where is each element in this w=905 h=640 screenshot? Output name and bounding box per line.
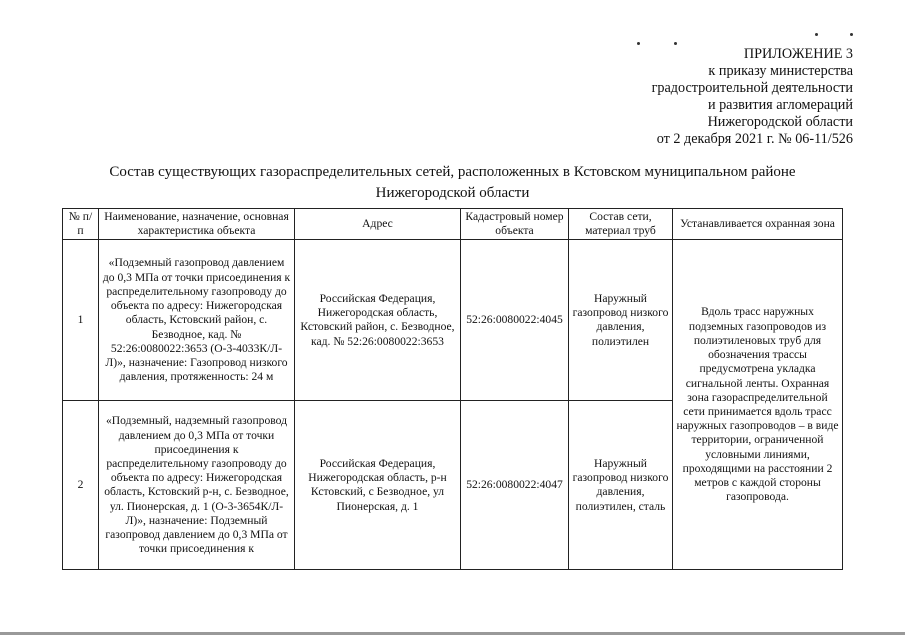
cell-number: 1 (63, 240, 99, 401)
cell-cadastral: 52:26:0080022:4047 (461, 401, 569, 570)
cell-network: Наружный газопровод низкого давления, полиэтилен, сталь (569, 401, 673, 570)
document-title-line-1: Состав существующих газораспределительных сетей, расположенных в Кстовском муниципальном районе (109, 164, 796, 180)
table-row (63, 240, 843, 401)
cell-cadastral: 52:26:0080022:4045 (461, 240, 569, 401)
cell-address: Российская Федерация, Нижегородская область, Кстовский район, с. Безводное, кад. № 52:26:0080022:3653 (295, 240, 461, 401)
cell-name: «Подземный, надземный газопровод давлением до 0,3 МПа от точки присоединения к распределительному газопроводу до объекта по адресу: Нижегородская область, Кстовский р-н, с. Безводное, ул. Пионерская, д. 1 (О-3-3654К/Л-Л)», назначение: Подземный газопровод давлением до 0,3 МПа от точки присоединения к (99, 401, 295, 570)
scan-edge-line (0, 632, 905, 635)
cell-address: Российская Федерация, Нижегородская область, р-н Кстовский, с Безводное, ул Пионерская, д. 1 (295, 401, 461, 570)
column-header-address: Адрес (295, 209, 461, 240)
appendix-line: ПРИЛОЖЕНИЕ 3 (743, 46, 853, 62)
document-title-line-2: Нижегородской области (375, 185, 530, 201)
column-header-protection-zone: Устанавливается охранная зона (673, 209, 843, 240)
cell-number: 2 (63, 401, 99, 570)
column-header-network: Состав сети, материал труб (569, 209, 673, 240)
cell-network: Наружный газопровод низкого давления, полиэтилен (569, 240, 673, 401)
appendix-line: Нижегородской области (707, 114, 853, 130)
appendix-line: к приказу министерства (708, 63, 853, 79)
appendix-line: от 2 декабря 2021 г. № 06-11/526 (656, 131, 853, 147)
appendix-header (652, 46, 853, 148)
appendix-line: и развития агломераций (707, 97, 853, 113)
cell-name: «Подземный газопровод давлением до 0,3 МПа от точки присоединения к распределительному газопроводу до объекта по адресу: Нижегородская область, Кстовский район, с. Безводное, кад. № 52:26:0080022:3653 (О-3-4033К/Л-Л)», назначение: Газопровод низкого давления, протяженность: 24 м (99, 240, 295, 401)
table-header-row (63, 209, 843, 240)
scan-speck (674, 42, 677, 45)
cell-protection-zone: Вдоль трасс наружных подземных газопроводов из полиэтиленовых труб для обозначения трассы предусмотрена укладка сигнальной ленты. Охранная зона газораспределительной сети принимается вдоль трасс наружных газопроводов – в виде территории, ограниченной условными линиями, проходящими на расстоянии 2 метров с каждой стороны газопровода. (673, 240, 843, 570)
column-header-cadastral: Кадастровый номер объекта (461, 209, 569, 240)
column-header-name: Наименование, назначение, основная характеристика объекта (99, 209, 295, 240)
scan-speck (850, 33, 853, 36)
scan-speck (637, 42, 640, 45)
gas-network-table (62, 208, 843, 570)
appendix-line: градостроительной деятельности (651, 80, 853, 96)
column-header-number: № п/п (63, 209, 99, 240)
document-title (60, 162, 845, 204)
scan-speck (815, 33, 818, 36)
